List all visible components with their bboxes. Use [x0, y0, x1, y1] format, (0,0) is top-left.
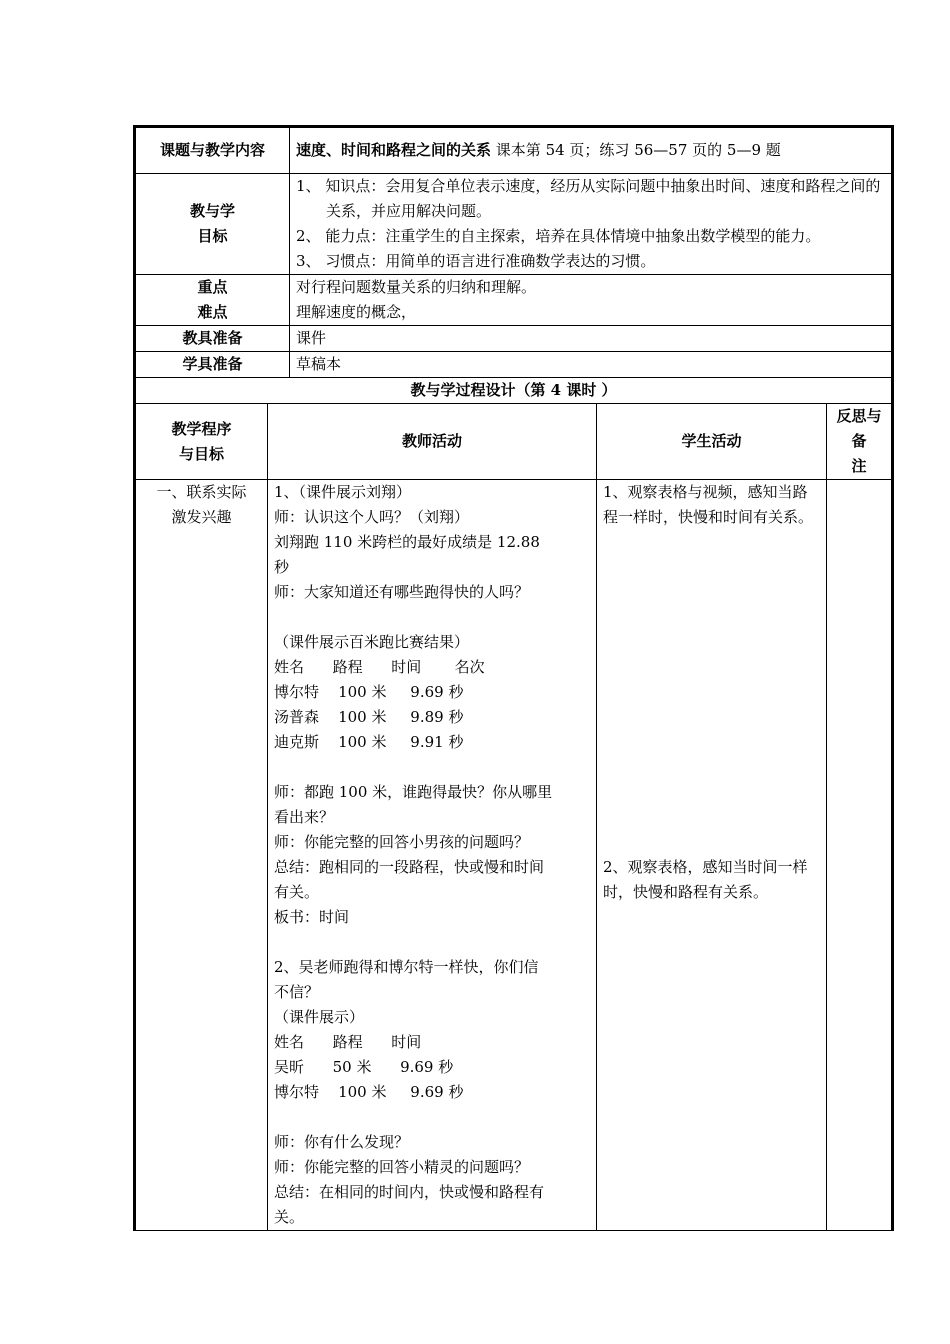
teacher-line: 师：你能完整的回答小精灵的问题吗？ [274, 1158, 530, 1176]
key-point: 对行程问题数量关系的归纳和理解。 [296, 278, 537, 296]
student-tools-label: 学具准备 [135, 352, 290, 378]
teacher-line: 板书：时间 [274, 908, 350, 926]
teacher-line: 1、（课件展示刘翔） [274, 483, 412, 501]
student-note-2: 2、观察表格，感知当时间一样时，快慢和路程有关系。 [603, 858, 808, 901]
reflection-cell [827, 480, 893, 1231]
col-header-student: 学生活动 [597, 404, 827, 480]
col-header-reflect: 反思与备 注 [827, 404, 893, 480]
student-note-1: 1、观察表格与视频，感知当路程一样时，快慢和时间有关系。 [603, 483, 814, 526]
process-title: 教与学过程设计（第 4 课时 ） [135, 378, 893, 404]
teacher-line: 师：认识这个人吗？（刘翔） [274, 508, 470, 526]
topic-pages: 课本第 54 页；练习 56—57 页的 5—9 题 [491, 141, 781, 159]
teacher-line: 师：你有什么发现？ [274, 1133, 410, 1151]
teacher-line: 总结：在相同的时间内，快或慢和路程有 [274, 1183, 545, 1201]
teacher-line: （课件展示） [274, 1008, 365, 1026]
teacher-line: 师：都跑 100 米，谁跑得最快？你从哪里 [274, 783, 553, 801]
program-step: 一、联系实际 激发兴趣 [135, 480, 268, 1231]
student-activity [597, 480, 827, 1231]
goal-item: 3、 习惯点：用简单的语言进行准确数学表达的习惯。 [296, 252, 656, 270]
teacher-line: 看出来？ [274, 808, 335, 826]
teacher-line: 姓名 路程 时间 [274, 1033, 422, 1051]
goals-content [290, 174, 893, 275]
teacher-line: 博尔特 100 米 9.69 秒 [274, 1083, 464, 1101]
goal-item: 2、 能力点：注重学生的自主探索，培养在具体情境中抽象出数学模型的能力。 [296, 227, 821, 245]
topic-label: 课题与教学内容 [135, 127, 290, 174]
teacher-line: 有关。 [274, 883, 320, 901]
col-header-teacher: 教师活动 [268, 404, 597, 480]
col-header-program: 教学程序 与目标 [135, 404, 268, 480]
teacher-line: 吴昕 50 米 9.69 秒 [274, 1058, 454, 1076]
teacher-line: （课件展示百米跑比赛结果） [274, 633, 470, 651]
teacher-line: 师：大家知道还有哪些跑得快的人吗？ [274, 583, 530, 601]
lesson-plan-page [133, 125, 891, 1226]
teacher-line: 迪克斯 100 米 9.91 秒 [274, 733, 464, 751]
teacher-line: 不信？ [274, 983, 320, 1001]
teacher-line: 姓名 路程 时间 名次 [274, 658, 485, 676]
teacher-tools-label: 教具准备 [135, 326, 290, 352]
student-tools: 草稿本 [290, 352, 893, 378]
teacher-line: 2、吴老师跑得和博尔特一样快，你们信 [274, 958, 539, 976]
teacher-line: 刘翔跑 110 米跨栏的最好成绩是 12.88 [274, 533, 540, 551]
teacher-line: 秒 [274, 558, 290, 576]
key-difficult-content [290, 275, 893, 326]
teacher-tools: 课件 [290, 326, 893, 352]
goals-label: 教与学 目标 [135, 174, 290, 275]
teacher-line: 总结：跑相同的一段路程，快或慢和时间 [274, 858, 545, 876]
teacher-line: 师：你能完整的回答小男孩的问题吗？ [274, 833, 530, 851]
teacher-line: 汤普森 100 米 9.89 秒 [274, 708, 464, 726]
teacher-line: 博尔特 100 米 9.69 秒 [274, 683, 464, 701]
difficult-point: 理解速度的概念， [296, 303, 417, 321]
teacher-activity [268, 480, 597, 1231]
topic-title: 速度、时间和路程之间的关系 [296, 141, 492, 159]
teacher-line: 关。 [274, 1208, 305, 1226]
lesson-plan-table [133, 125, 894, 1231]
topic-content [290, 127, 893, 174]
goal-item: 1、 知识点：会用复合单位表示速度，经历从实际问题中抽象出时间、速度和路程之间的关系，并应用解决问题。 [296, 177, 881, 220]
key-difficult-label: 重点 难点 [135, 275, 290, 326]
